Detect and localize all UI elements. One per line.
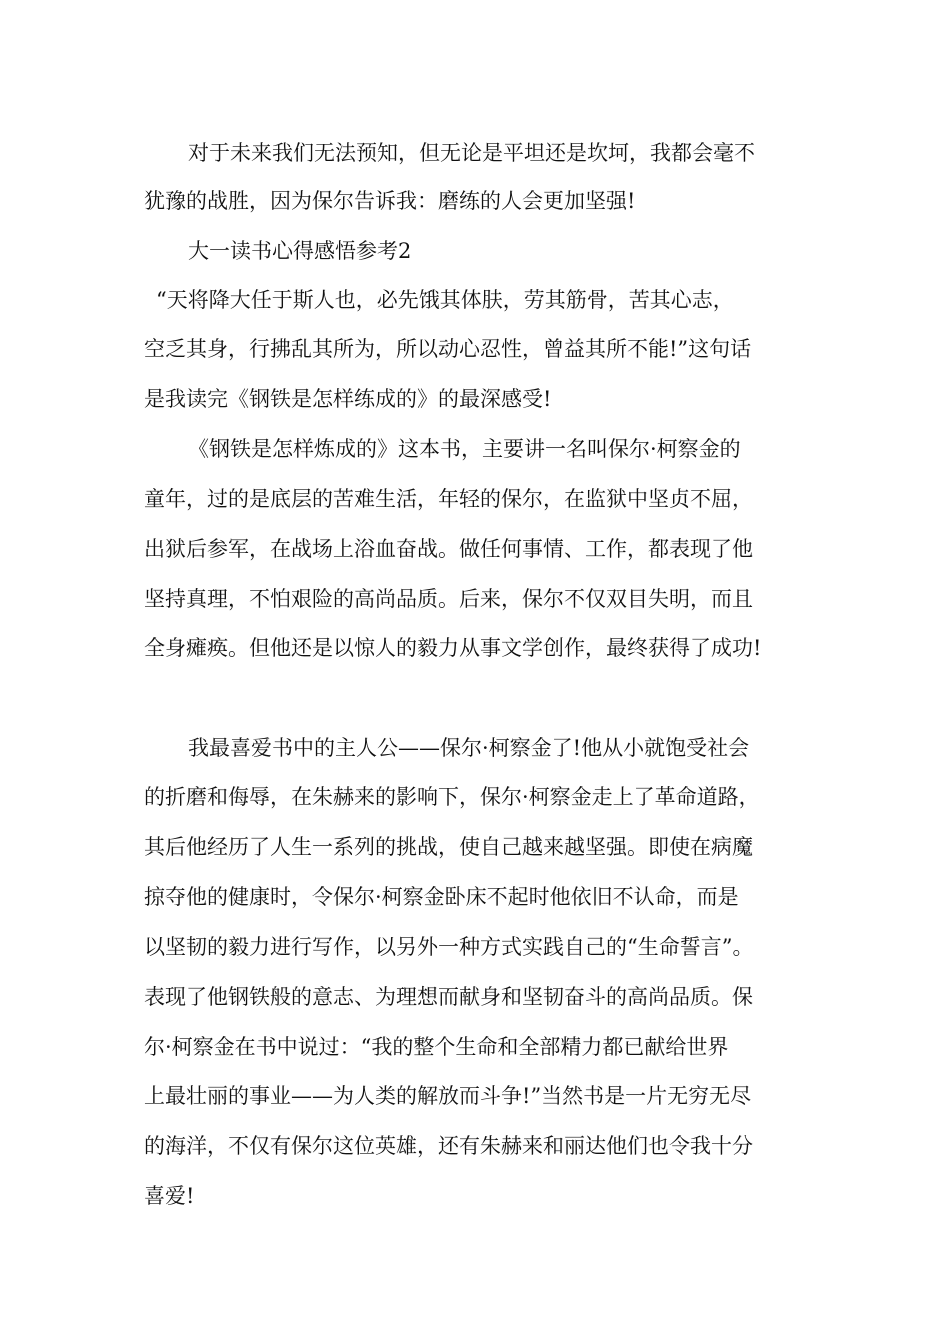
paragraph-line: 尔·柯察金在书中说过：“我的整个生命和全部精力都已献给世界 — [144, 1035, 729, 1059]
section-heading: 大一读书心得感悟参考2 — [188, 239, 412, 263]
paragraph-line: 出狱后参军，在战场上浴血奋战。做任何事情、工作，都表现了他 — [144, 537, 753, 561]
paragraph-line: 喜爱! — [144, 1184, 195, 1208]
paragraph-line: 坚持真理，不怕艰险的高尚品质。后来，保尔不仅双目失明，而且 — [144, 587, 753, 611]
paragraph-line: 犹豫的战胜，因为保尔告诉我：磨练的人会更加坚强! — [144, 189, 636, 213]
paragraph-line: 其后他经历了人生一系列的挑战，使自己越来越坚强。即使在病魔 — [144, 835, 753, 859]
paragraph-line: “天将降大任于斯人也，必先饿其体肤，劳其筋骨，苦其心志， — [156, 288, 734, 312]
paragraph-line: 的海洋，不仅有保尔这位英雄，还有朱赫来和丽达他们也令我十分 — [144, 1134, 753, 1158]
paragraph-line: 上最壮丽的事业——为人类的解放而斗争!”当然书是一片无穷无尽 — [144, 1084, 752, 1108]
paragraph-line: 对于未来我们无法预知，但无论是平坦还是坎坷，我都会毫不 — [188, 141, 755, 165]
paragraph-line: 是我读完《钢铁是怎样练成的》的最深感受! — [144, 387, 552, 411]
paragraph-line: 童年，过的是底层的苦难生活，年轻的保尔，在监狱中坚贞不屈， — [144, 487, 753, 511]
paragraph-line: 我最喜爱书中的主人公——保尔·柯察金了!他从小就饱受社会 — [188, 736, 750, 760]
paragraph-line: 全身瘫痪。但他还是以惊人的毅力从事文学创作，最终获得了成功! — [144, 636, 762, 660]
paragraph-line: 的折磨和侮辱，在朱赫来的影响下，保尔·柯察金走上了革命道路， — [144, 785, 760, 809]
paragraph-line: 《钢铁是怎样炼成的》这本书，主要讲一名叫保尔·柯察金的 — [188, 437, 741, 461]
paragraph-line: 表现了他钢铁般的意志、为理想而献身和坚韧奋斗的高尚品质。保 — [144, 985, 753, 1009]
paragraph-line: 以坚韧的毅力进行写作，以另外一种方式实践自己的“生命誓言”。 — [144, 935, 754, 959]
paragraph-line: 掠夺他的健康时，令保尔·柯察金卧床不起时他依旧不认命，而是 — [144, 885, 739, 909]
paragraph-line: 空乏其身，行拂乱其所为，所以动心忍性，曾益其所不能!”这句话 — [144, 337, 752, 361]
